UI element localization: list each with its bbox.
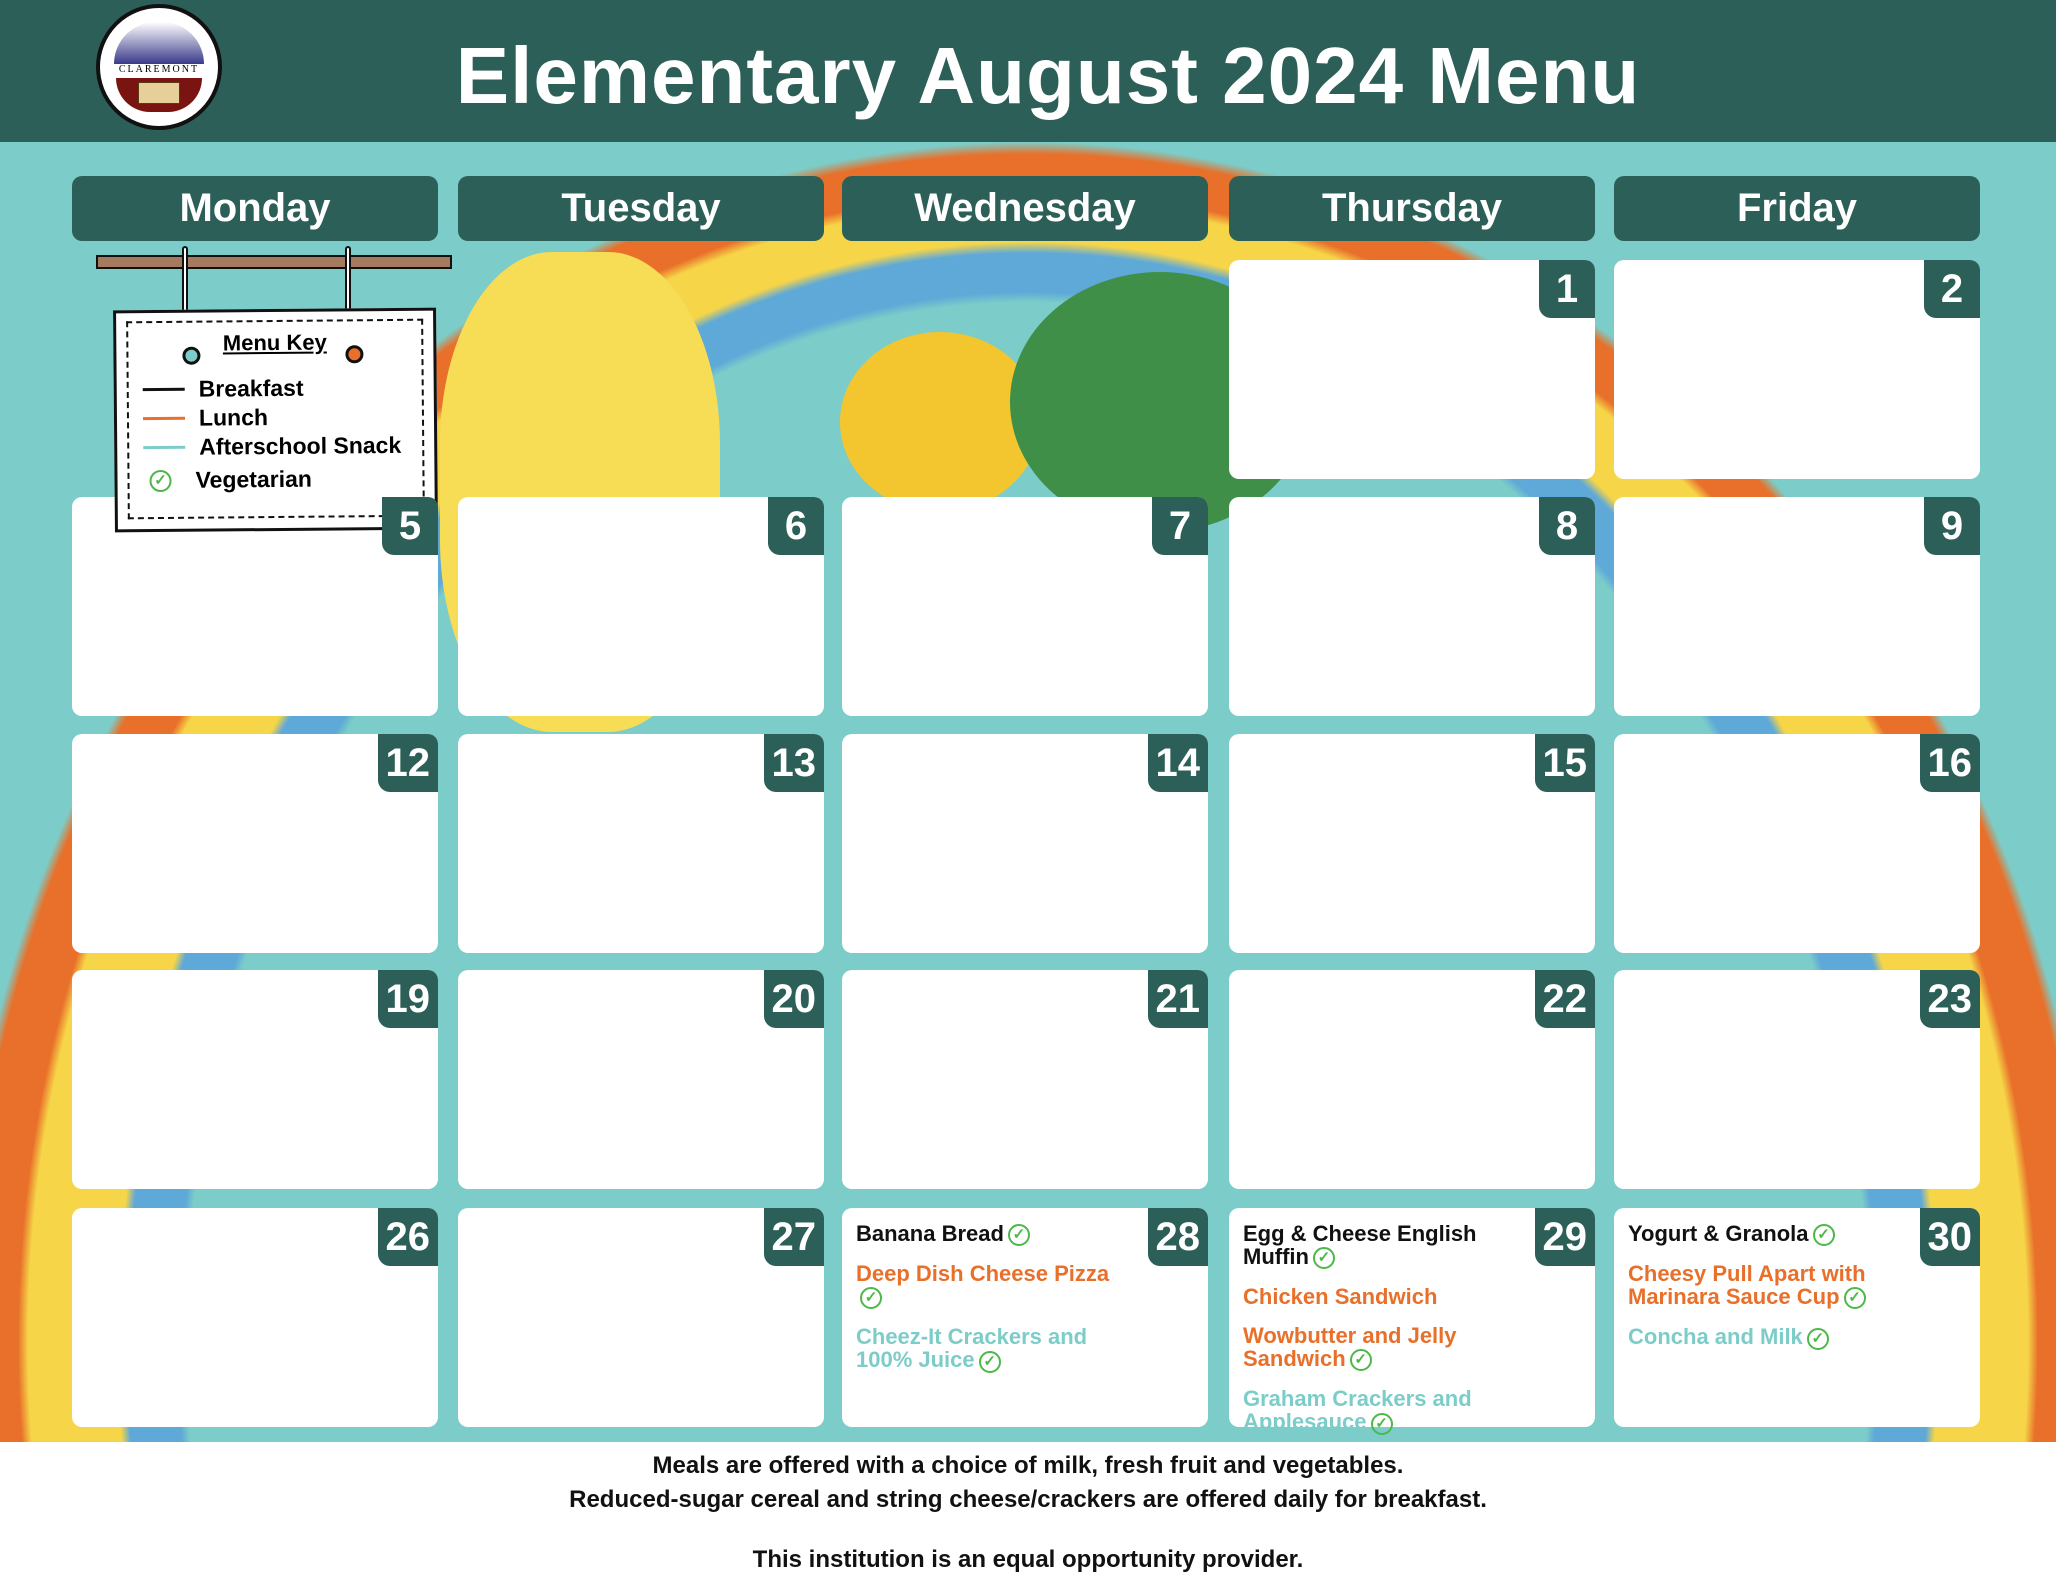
lunch-item <box>1243 1285 1513 1308</box>
key-vegetarian <box>143 464 408 495</box>
key-label: Vegetarian <box>195 465 312 493</box>
day-cell <box>72 734 438 953</box>
date-number: 12 <box>378 734 439 792</box>
date-number: 14 <box>1148 734 1209 792</box>
day-cell <box>1614 970 1980 1189</box>
vegetarian-check-icon: ✓ <box>1008 1224 1030 1246</box>
day-cell <box>1614 260 1980 479</box>
day-cell <box>1614 734 1980 953</box>
menu-item-text: Concha and Milk <box>1628 1324 1803 1350</box>
day-cell <box>1229 970 1595 1189</box>
day-cell <box>842 1208 1208 1427</box>
day-cell <box>842 734 1208 953</box>
day-header-tuesday: Tuesday <box>458 176 824 241</box>
vegetarian-check-icon: ✓ <box>1350 1349 1372 1371</box>
menu-item-text: Chicken Sandwich <box>1243 1284 1438 1310</box>
day-header-friday: Friday <box>1614 176 1980 241</box>
breakfast-item <box>1628 1222 1898 1246</box>
date-number: 27 <box>764 1208 825 1266</box>
key-label: Breakfast <box>198 374 304 402</box>
date-number: 5 <box>382 497 438 555</box>
day-cell <box>1614 497 1980 716</box>
lunch-item <box>1628 1262 1898 1309</box>
menu-item-text: Cheesy Pull Apart with Marinara Sauce Cup <box>1628 1261 1866 1310</box>
vegetarian-check-icon: ✓ <box>1807 1328 1829 1350</box>
day-header-wednesday: Wednesday <box>842 176 1208 241</box>
date-number: 15 <box>1535 734 1596 792</box>
day-cell <box>458 970 824 1189</box>
day-cell <box>842 497 1208 716</box>
sign-hanger-bar <box>96 255 452 269</box>
snack-item <box>1243 1387 1513 1434</box>
date-number: 1 <box>1539 260 1595 318</box>
footer-line-2: Reduced-sugar cereal and string cheese/crackers are offered daily for breakfast. <box>569 1486 1487 1513</box>
footer-line-3: This institution is an equal opportunity provider. <box>752 1546 1304 1573</box>
day-cell <box>1229 1208 1595 1435</box>
key-label: Afterschool Snack <box>199 431 402 460</box>
date-number: 30 <box>1920 1208 1981 1266</box>
breakfast-item <box>1243 1222 1513 1269</box>
snack-item <box>856 1325 1126 1372</box>
day-header-thursday: Thursday <box>1229 176 1595 241</box>
lunch-item <box>1243 1324 1513 1371</box>
snack-item <box>1628 1325 1898 1349</box>
menu-item-text: Yogurt & Granola <box>1628 1221 1809 1246</box>
lemon-illustration <box>840 332 1040 512</box>
day-cell <box>1229 260 1595 479</box>
page-title: Elementary August 2024 Menu <box>455 31 1641 120</box>
vegetarian-check-icon: ✓ <box>979 1351 1001 1373</box>
date-number: 2 <box>1924 260 1980 318</box>
breakfast-item <box>856 1222 1126 1246</box>
date-number: 21 <box>1148 970 1209 1028</box>
date-number: 6 <box>768 497 824 555</box>
key-lunch <box>143 402 408 433</box>
date-number: 28 <box>1148 1208 1209 1266</box>
menu-item-text: Wowbutter and Jelly Sandwich <box>1243 1323 1457 1372</box>
date-number: 8 <box>1539 497 1595 555</box>
date-number: 19 <box>378 970 439 1028</box>
vegetarian-check-icon: ✓ <box>1313 1247 1335 1269</box>
menu-item-text: Graham Crackers and Applesauce <box>1243 1386 1472 1435</box>
date-number: 22 <box>1535 970 1596 1028</box>
footer-line-1: Meals are offered with a choice of milk, fresh fruit and vegetables. <box>652 1452 1404 1479</box>
date-number: 29 <box>1535 1208 1596 1266</box>
vegetarian-check-icon: ✓ <box>1813 1224 1835 1246</box>
date-number: 23 <box>1920 970 1981 1028</box>
key-label: Lunch <box>198 404 269 431</box>
menu-item-text: Deep Dish Cheese Pizza <box>856 1261 1110 1287</box>
menu-item-text: Egg & Cheese English Muffin <box>1243 1221 1477 1269</box>
day-header-monday: Monday <box>72 176 438 241</box>
date-number: 26 <box>378 1208 439 1266</box>
key-breakfast <box>143 373 408 404</box>
day-cell <box>458 497 824 716</box>
date-number: 20 <box>764 970 825 1028</box>
menu-key-title: Menu Key <box>222 329 327 356</box>
day-cell <box>458 1208 824 1427</box>
vegetarian-check-icon: ✓ <box>1371 1413 1393 1435</box>
vegetarian-check-icon: ✓ <box>1844 1287 1866 1309</box>
day-cell <box>1229 734 1595 953</box>
key-snack <box>143 431 408 462</box>
day-cell <box>1614 1208 1980 1427</box>
date-number: 7 <box>1152 497 1208 555</box>
district-logo: CLAREMONT <box>96 4 222 130</box>
header <box>0 0 2056 142</box>
day-cell <box>458 734 824 953</box>
date-number: 16 <box>1920 734 1981 792</box>
vegetarian-check-icon: ✓ <box>149 469 171 491</box>
vegetarian-check-icon: ✓ <box>860 1287 882 1309</box>
day-cell <box>1229 497 1595 716</box>
date-number: 13 <box>764 734 825 792</box>
menu-item-text: Cheez-It Crackers and 100% Juice <box>856 1324 1088 1373</box>
day-cell <box>72 1208 438 1427</box>
day-cell <box>842 970 1208 1189</box>
lunch-item <box>856 1262 1126 1309</box>
date-number: 9 <box>1924 497 1980 555</box>
day-cell <box>72 970 438 1189</box>
menu-item-text: Banana Bread <box>856 1221 1004 1246</box>
